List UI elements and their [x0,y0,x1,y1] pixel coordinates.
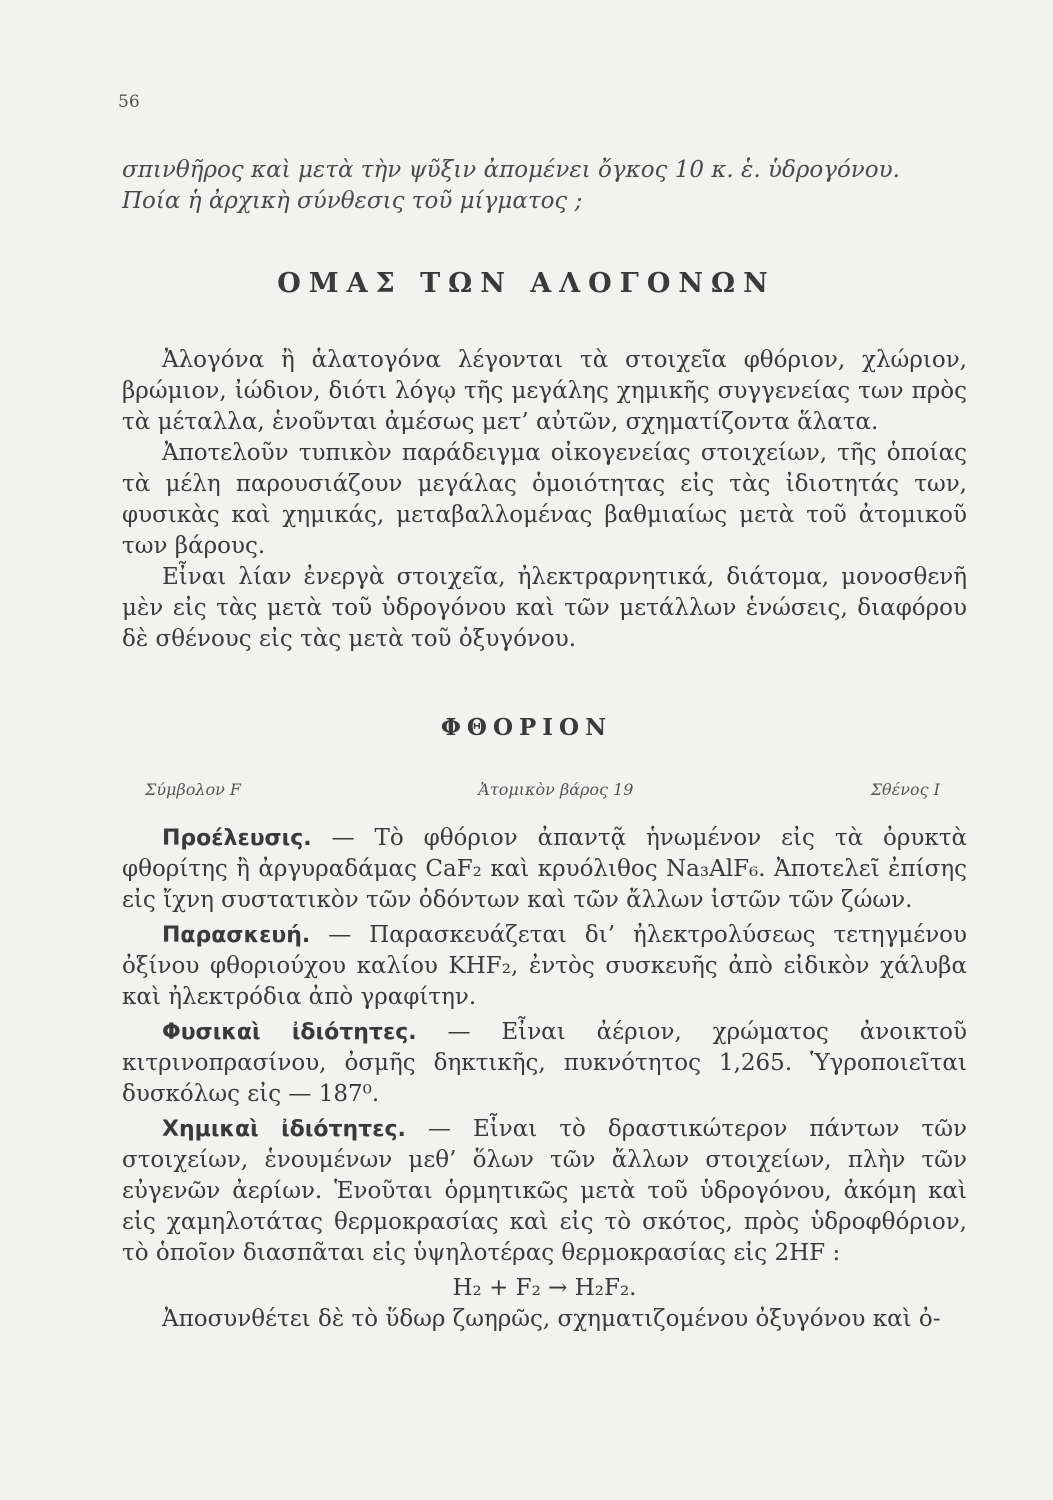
final-line: Ἀποσυνθέτει δὲ τὸ ὕδωρ ζωηρῶς, σχηματιζομένου ὀξυγόνου καὶ ὀ- [162,1306,941,1332]
preparation-text: — Παρασκευάζεται δι’ ἠλεκτρολύσεως τετηγμένου ὀξίνου φθοριούχου καλίου KHF₂, ἐντὸς συσκευῆς ἀπὸ εἰδικὸν χάλυβα καὶ ἠλεκτρόδια ἀπὸ γραφίτην. [122,922,968,1010]
physical-properties-paragraph [122,1017,967,1110]
halogens-paragraph-1: Ἀλογόνα ἢ ἁλατογόνα λέγονται τὰ στοιχεῖα φθόριον, χλώριον, βρώμιον, ἰώδιον, διότι λόγῳ τῆς μεγάλης χημικῆς συγγενείας των πρὸς τὰ μέταλλα, ἑνοῦνται ἀμέσως μετ’ αὐτῶν, σχηματίζοντα ἅλατα. [122,347,967,435]
fluorine-description [122,823,967,1335]
chemical-properties-paragraph [122,1114,967,1269]
reaction-equation: H₂ + F₂ → H₂F₂. [452,1275,637,1301]
halogens-paragraph-3: Εἶναι λίαν ἐνεργὰ στοιχεῖα, ἠλεκτραρνητικά, διάτομα, μονοσθενῆ μὲν εἰς τὰς μετὰ τοῦ ὑδρογόνου καὶ τῶν μετάλλων ἑνώσεις, διαφόρου δὲ σθένους εἰς τὰς μετὰ τοῦ ὀξυγόνου. [122,564,967,652]
carryover-problem-text [122,155,967,217]
carryover-line-1: σπινθῆρος καὶ μετὰ τὴν ψῦξιν ἀπομένει ὄγκος 10 κ. ἑ. ὑδρογόνου. [122,157,900,183]
page-number: 56 [118,92,140,112]
fluorine-heading: ΦΘΟΡΙΟΝ [440,714,613,741]
atomic-weight-label: Ἀτομικὸν βάρος 19 [478,780,634,799]
fluorine-properties-row [145,780,940,799]
halogens-intro [122,345,967,655]
chemical-properties-label: Χημικαὶ ἰδιότητες. [162,1117,406,1142]
halogens-section-heading: ΟΜΑΣ ΤΩΝ ΑΛΟΓΟΝΩΝ [277,268,776,299]
physical-properties-label: Φυσικαὶ ἰδιότητες. [162,1020,417,1045]
origin-label: Προέλευσις. [162,826,312,851]
preparation-label: Παρασκευή. [162,923,311,948]
origin-text: — Τὸ φθόριον ἀπαντᾷ ἡνωμένον εἰς τὰ ὀρυκτὰ φθορίτης ἢ ἀργυραδάμας CaF₂ καὶ κρυόλιθος Na₃AlF₆. Ἀποτελεῖ ἐπίσης εἰς ἴχνη συστατικὸν τῶν ὀδόντων καὶ τῶν ἄλλων ἱστῶν τῶν ζώων. [122,825,967,913]
origin-paragraph [122,823,967,916]
chemical-properties-text: — Εἶναι τὸ δραστικώτερον πάντων τῶν στοιχείων, ἑνουμένων μεθ’ ὅλων τῶν ἄλλων στοιχείων, πλὴν τῶν εὐγενῶν ἀερίων. Ἑνοῦται ὁρμητικῶς μετὰ τοῦ ὑδρογόνου, ἀκόμη καὶ εἰς χαμηλοτάτας θερμοκρασίας καὶ εἰς τὸ σκότος, πρὸς ὑδροφθόριον, τὸ ὁποῖον διασπᾶται εἰς ὑψηλοτέρας θερμοκρασίας εἰς 2HF : [122,1116,968,1266]
preparation-paragraph [122,920,967,1013]
halogens-paragraph-2: Ἀποτελοῦν τυπικὸν παράδειγμα οἰκογενείας στοιχείων, τῆς ὁποίας τὰ μέλη παρουσιάζουν μεγάλας ὁμοιότητας εἰς τὰς ἰδιοτητάς των, φυσικὰς καὶ χημικάς, μεταβαλλομένας βαθμιαίως μετὰ τοῦ ἀτομικοῦ των βάρους. [122,440,967,559]
carryover-line-2: Ποία ἡ ἀρχικὴ σύνθεσις τοῦ μίγματος ; [122,188,583,214]
symbol-label: Σύμβολον F [145,780,242,799]
valence-label: Σθένος I [870,780,940,799]
physical-properties-text: — Εἶναι ἀέριον, χρώματος ἀνοικτοῦ κιτρινοπρασίνου, ὀσμῆς δηκτικῆς, πυκνότητος 1,265. Ὑγροποιεῖται δυσκόλως εἰς — 187⁰. [122,1019,968,1107]
